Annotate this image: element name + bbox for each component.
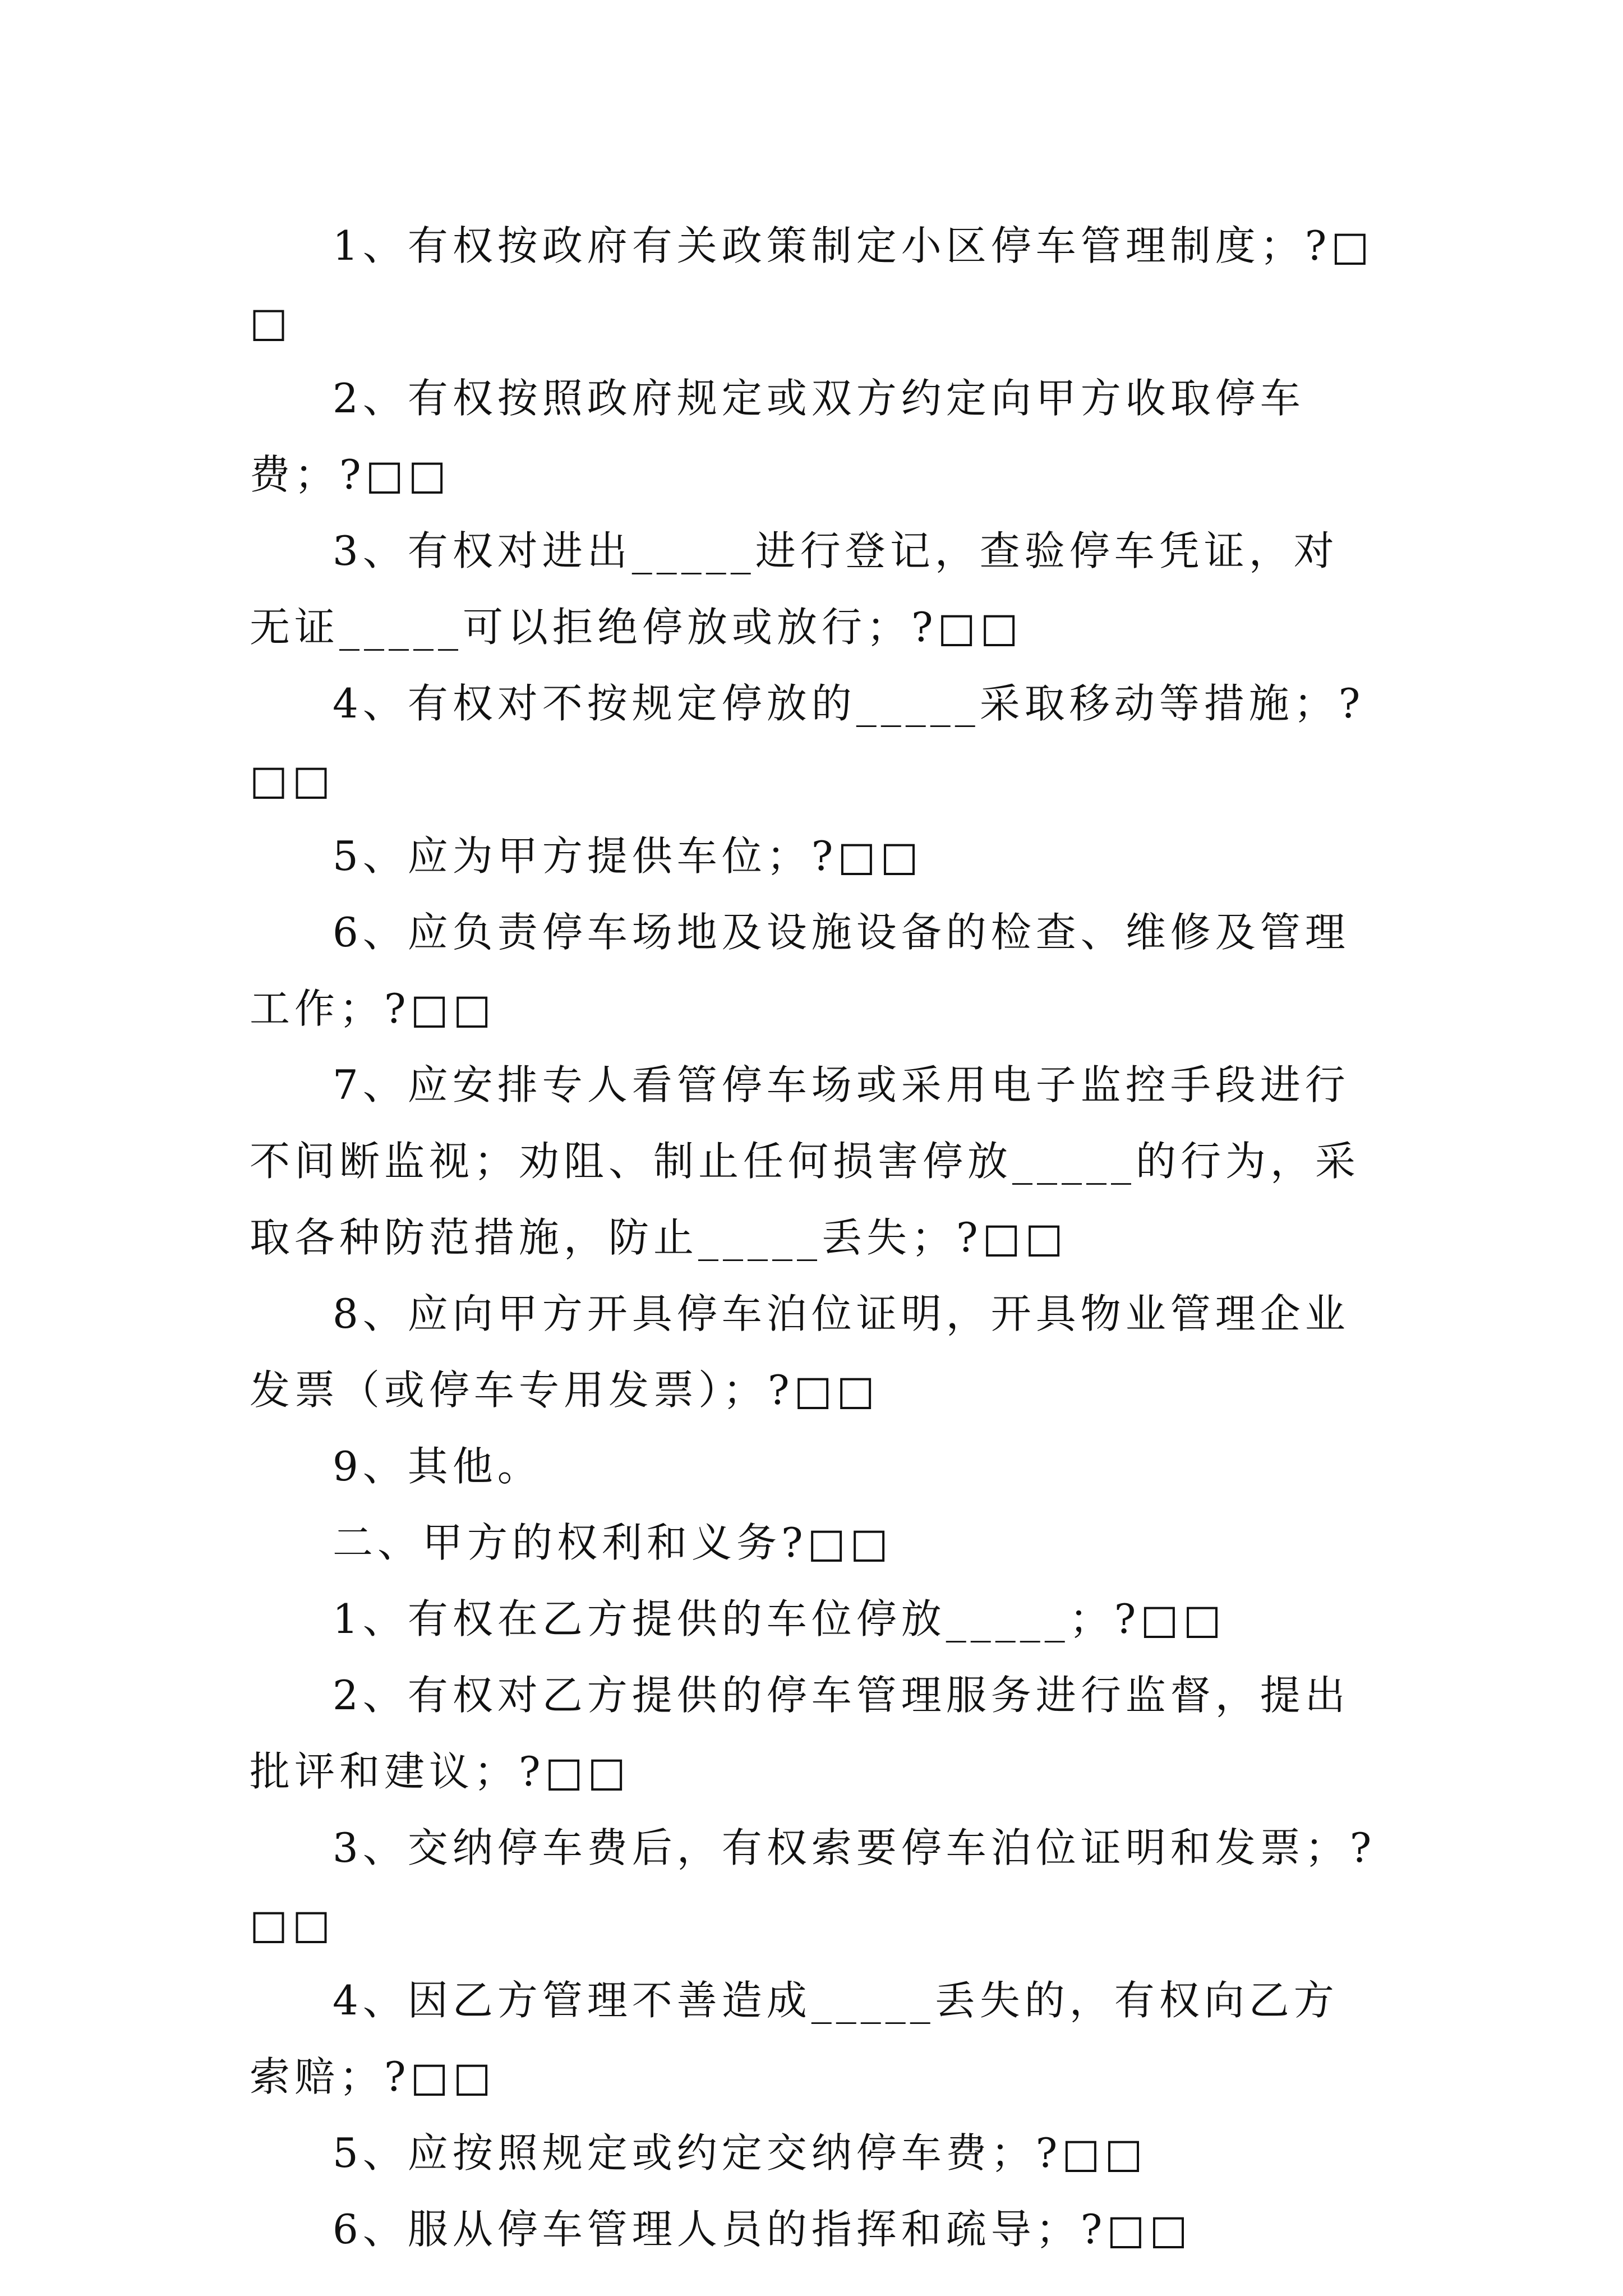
clause-a-4: 4、因乙方管理不善造成_____丢失的，有权向乙方索赔；?□□ [250, 1977, 1339, 2100]
clause-b-9: 9、其他。 [333, 1443, 542, 1490]
clause-b-6: 6、应负责停车场地及设施设备的检查、维修及管理工作；?□□ [250, 909, 1350, 1032]
clause-b-5: 5、应为甲方提供车位；?□□ [333, 832, 923, 880]
clause-a-1: 1、有权在乙方提供的车位停放_____；?□□ [333, 1595, 1226, 1642]
clause-a-5: 5、应按照规定或约定交纳停车费；?□□ [333, 2129, 1147, 2177]
clause-a-2: 2、有权对乙方提供的停车管理服务进行监督，提出批评和建议；?□□ [250, 1672, 1350, 1795]
clause-b-2: 2、有权按照政府规定或双方约定向甲方收取停车费；?□□ [250, 375, 1305, 498]
document-body [250, 208, 1382, 2267]
clause-b-4: 4、有权对不按规定停放的_____采取移动等措施；?□□ [250, 680, 1365, 803]
clause-b-3: 3、有权对进出_____进行登记，查验停车凭证，对无证_____可以拒绝停放或放行；?□□ [250, 527, 1339, 651]
clause-a-3: 3、交纳停车费后，有权索要停车泊位证明和发票；?□□ [250, 1824, 1376, 1948]
section-heading-party-a: 二、甲方的权利和义务?□□ [333, 1519, 893, 1566]
clause-b-1: 1、有权按政府有关政策制定小区停车管理制度；?□□ [250, 222, 1374, 346]
clause-b-8: 8、应向甲方开具停车泊位证明，开具物业管理企业发票（或停车专用发票）；?□□ [250, 1290, 1350, 1414]
clause-b-7: 7、应安排专人看管停车场或采用电子监控手段进行不间断监视；劝阻、制止任何损害停放_____的行为，采取各种防范措施，防止_____丢失；?□□ [250, 1061, 1361, 1261]
clause-a-6: 6、服从停车管理人员的指挥和疏导；?□□ [333, 2206, 1192, 2253]
